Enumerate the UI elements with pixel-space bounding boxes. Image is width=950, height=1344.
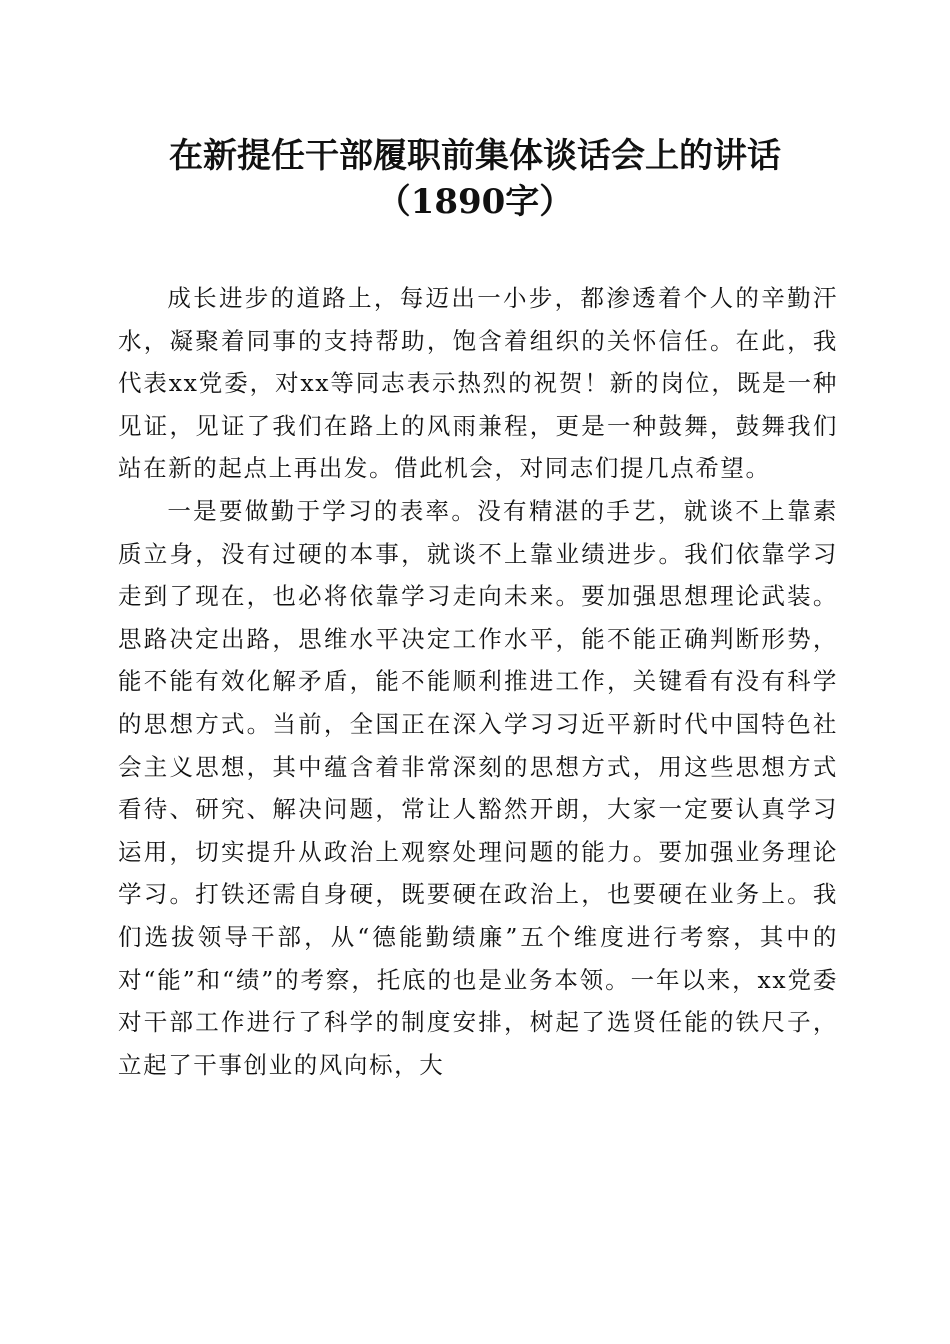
title-line-2: （1890字） <box>376 182 574 222</box>
paragraph-2-lead: 一是要做勤于学习的表率。 <box>167 496 478 525</box>
title-line-1: 在新提任干部履职前集体谈话会上的讲话 <box>169 136 781 176</box>
paragraph-1-text: 成长进步的道路上，每迈出一小步，都渗透着个人的辛勤汗水，凝聚着同事的支持帮助，饱含着组织的关怀信任。在此，我代表xx党委，对xx等同志表示热烈的祝贺！新的岗位，既是一种见证，见证了我们在路上的风雨兼程，更是一种鼓舞，鼓舞我们站在新的起点上再出发。借此机会，对同志们提几点希望。 <box>118 284 838 483</box>
document-title <box>0 133 950 225</box>
paragraph-1 <box>118 277 838 490</box>
paragraph-2-text: 没有精湛的手艺，就谈不上靠素质立身，没有过硬的本事，就谈不上靠业绩进步。我们依靠学习走到了现在，也必将依靠学习走向未来。要加强思想理论武装。思路决定出路，思维水平决定工作水平，能不能正确判断形势，能不能有效化解矛盾，能不能顺利推进工作，关键看有没有科学的思想方式。当前，全国正在深入学习习近平新时代中国特色社会主义思想，其中蕴含着非常深刻的思想方式，用这些思想方式看待、研究、解决问题，常让人豁然开朗，大家一定要认真学习运用，切实提升从政治上观察处理问题的能力。要加强业务理论学习。打铁还需自身硬，既要硬在政治上，也要硬在业务上。我们选拔领导干部，从“德能勤绩廉”五个维度进行考察，其中的对“能”和“绩”的考察，托底的也是业务本领。一年以来，xx党委对干部工作进行了科学的制度安排，树起了选贤任能的铁尺子，立起了干事创业的风向标，大 <box>118 496 839 1079</box>
paragraph-2 <box>118 490 838 1086</box>
document-body <box>118 277 838 1086</box>
